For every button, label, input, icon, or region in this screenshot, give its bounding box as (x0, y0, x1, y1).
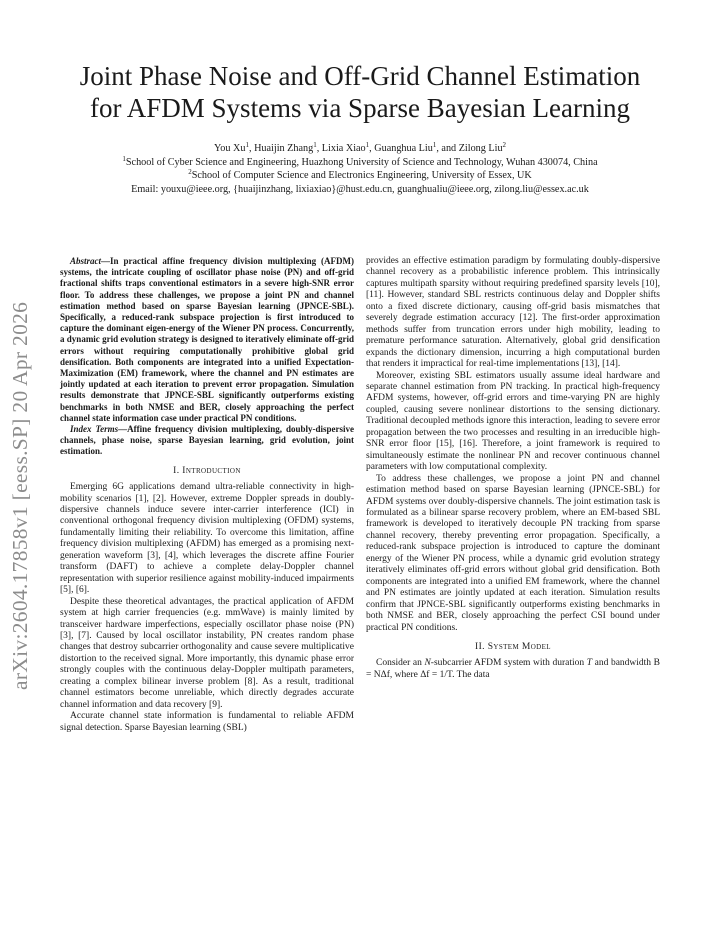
author-names: You Xu$^1$, Huaijin Zhang$^1$, Lixia Xiao$^1$, Guanghua Liu$^1$, and Zilong Liu$^2$ (213, 141, 507, 154)
author-name: Zilong Liu (458, 143, 503, 154)
intro-paragraph-3-cont: provides an effective estimation paradigm by formulating doubly-dispersive channel recovery as a probabilistic inference problem. This intrinsically captures multipath sparsity without requiring predefined sparsity levels [10], [11]. However, standard SBL restricts continuous delay and Doppler shifts onto a fixed discrete dictionary, causing off-grid basis mismatches that severely degrade estimation accuracy [12]. The first-order approximation methods suffer from truncation errors under high mobility, leading to premature performance saturation. Alternatively, global grid densification expands the dictionary dimension, incurring a high computational burden that renders it impractical for real-time implementations [13], [14]. (366, 256, 660, 370)
intro-paragraph-2: Despite these theoretical advantages, the practical application of AFDM system at high carrier frequencies (e.g. mmWave) is mainly limited by transceiver hardware imperfections, especially oscillator phase noise (PN) [3], [7]. Caused by local oscillator instability, PN creates random phase changes that destroy subcarrier orthogonality and cause severe multiplicative distortion to the received signal. More importantly, this dynamic phase error strongly couples with the continuous delay-Doppler multipath parameters, creating a complex bilinear inverse problem [8]. As a result, traditional channel estimators become unreliable, which directly degrades accurate channel information and data recovery [9]. (60, 596, 354, 710)
affiliation-text: School of Computer Science and Electronics Engineering, University of Essex, UK (191, 170, 532, 181)
author-sup: 1 (365, 141, 370, 149)
abstract (60, 256, 354, 424)
intro-paragraph-4: Moreover, existing SBL estimators usually assume ideal hardware and separate channel estimation from PN tracking. In practical high-frequency AFDM systems, however, off-grid errors and time-varying PN are highly coupled, causing severe nonlinear distortions to the sensing dictionary. Traditional decoupled methods ignore this interaction, leading to severe error propagation between the two processes and resulting in an irreducible high-SNR error floor [15], [16]. Therefore, a joint framework is required to simultaneously estimate the nonlinear PN and recover continuous channel parameters with low computational complexity. (366, 370, 660, 473)
author-sup: 1 (245, 141, 249, 149)
author-block (40, 142, 680, 196)
title-line-2: for AFDM Systems via Sparse Bayesian Learning (90, 93, 630, 123)
abstract-lead: Abstract (70, 256, 102, 266)
affiliation-text: School of Cyber Science and Engineering, Huazhong University of Science and Technology, Wuhan 430074, China (125, 156, 598, 168)
left-column (60, 256, 354, 734)
index-terms-text: —Affine frequency division multiplexing, doubly-dispersive channels, phase noise, sparse Bayesian learning, grid evolution, joint estimation. (60, 424, 354, 457)
paper-title (40, 60, 680, 124)
affiliation-sup: 2 (188, 168, 192, 176)
intro-paragraph-5: To address these challenges, we propose a joint PN and channel estimation method based on sparse Bayesian learning (JPNCE-SBL) for AFDM systems over doubly-dispersive channels. The joint estimation task is formulated as a bilinear sparse recovery problem, where an EM-based SBL framework is developed to iteratively decouple PN tracking from sparse channel recovery, thereby preventing error propagation. Specifically, a reduced-rank subspace projection is introduced to capture the dominant energy of the Wiener PN process, while a dynamic grid evolution strategy iteratively eliminates off-grid errors without global grid densification. Both components are integrated into a unified EM framework, where the channel and PN estimates are jointly updated at each iteration. Simulation results confirm that JPNCE-SBL significantly outperforms existing benchmarks in both NMSE and BER, closely approaching the perfect CSI bound under practical PN conditions. (366, 473, 660, 633)
intro-paragraph-3a (60, 711, 354, 734)
system-model-text: -subcarrier AFDM system with duration (430, 658, 587, 669)
affiliation-sup: 1 (122, 154, 126, 163)
math-T: T (586, 658, 593, 669)
author-sup: 1 (313, 141, 317, 149)
author-name: Guanghua Liu (374, 143, 433, 154)
system-model-text: Consider an (376, 658, 425, 669)
author-name: Huaijin Zhang (254, 143, 314, 154)
affiliation-1 (40, 156, 680, 170)
intro-paragraph-3-text: Accurate channel state information is fundamental to reliable AFDM signal detection. Sparse Bayesian learning (SBL) (60, 711, 354, 733)
author-sup: 1 (432, 141, 437, 149)
index-terms (60, 424, 354, 458)
section-heading-introduction: I. Introduction (173, 465, 241, 476)
author-sup: 2 (502, 141, 507, 149)
right-column (366, 256, 660, 681)
arxiv-stamp: arXiv:2604.17858v1 [eess.SP] 20 Apr 2026 (8, 301, 32, 690)
author-name: Lixia Xiao (321, 143, 366, 154)
intro-paragraph-1: Emerging 6G applications demand ultra-reliable connectivity in high-mobility scenarios [1], [2]. However, extreme Doppler spreads in doubly-dispersive channels induce severe inter-carrier interference (ICI) in conventional orthogonal frequency division multiplexing (OFDM) systems, fundamentally limiting their reliability. To overcome this limitation, affine frequency division multiplexing (AFDM) has emerged as a promising next-generation waveform [3], [4], which leverages the discrete affine Fourier transform (DAFT) to achieve a complete delay-Doppler channel representation with superior resilience against mobility-induced impairments [5], [6]. (60, 482, 354, 596)
math-N: N (424, 658, 431, 669)
system-model-paragraph (366, 658, 660, 681)
email-line: Email: youxu@ieee.org, {huaijinzhang, lixiaxiao}@hust.edu.cn, guanghualiu@ieee.org, zilong.liu@essex.ac.uk (131, 183, 589, 195)
intro-paragraph-3b (366, 256, 660, 371)
section-heading-system-model: II. System Model (475, 641, 551, 652)
title-line-1: Joint Phase Noise and Off-Grid Channel Estimation (79, 61, 641, 91)
author-name: You Xu (213, 143, 246, 154)
abstract-text: —In practical affine frequency division multiplexing (AFDM) systems, the intricate coupling of oscillator phase noise (PN) and off-grid fractional shifts traps conventional estimators in a severe high-SNR error floor. To address these challenges, we propose a joint PN and channel estimation method based on sparse Bayesian learning (JPNCE-SBL). Specifically, a reduced-rank subspace projection is first introduced to capture the dominant eigen-energy of the Wiener PN process. Concurrently, a dynamic grid evolution strategy is designed to iteratively eliminate off-grid errors without requiring computationally prohibitive global grid densification. Both components are integrated into a unified Expectation-Maximization (EM) framework, where the channel and PN estimates are jointly updated at each iteration to prevent error propagation. Simulation results demonstrate that JPNCE-SBL significantly outperforms existing benchmarks in both NMSE and BER, closely approaching the perfect channel state information case under practical PN conditions. (60, 256, 354, 423)
index-terms-lead: Index Terms (70, 424, 119, 435)
affiliation-2 (40, 169, 680, 183)
system-model-text: and bandwidth B = NΔf, where Δf = 1/T. The data (366, 658, 660, 680)
